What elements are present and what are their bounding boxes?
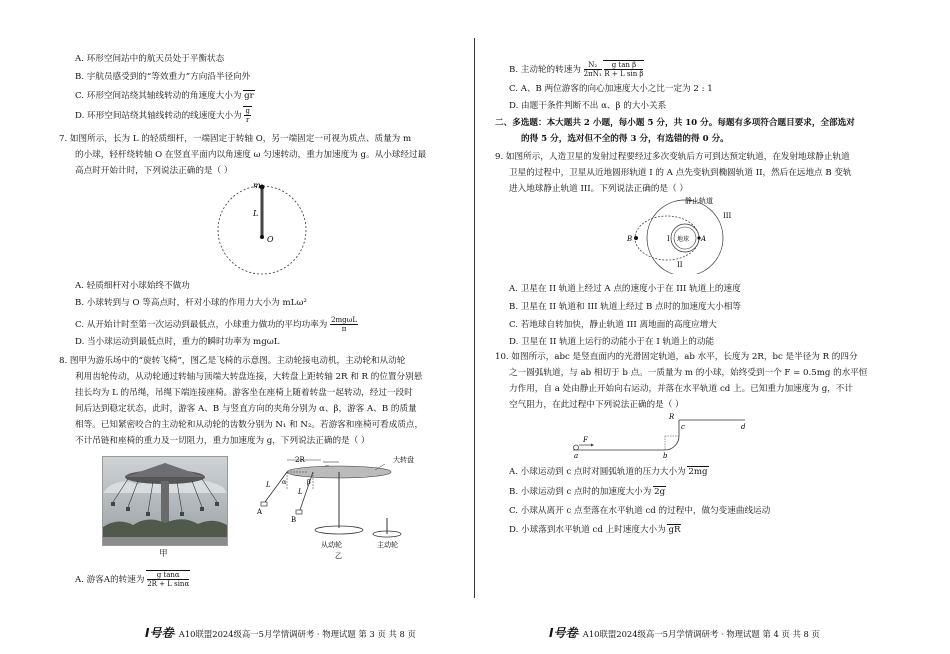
q10-option-d-text: D. 小球落到水平轨道 cd 上时速度大小为	[509, 525, 666, 535]
label-II: II	[677, 261, 683, 269]
sqrt-expression: 2g	[654, 487, 666, 497]
option-c-text: C. 环形空间站绕其轴线转动的角速度大小为	[75, 91, 242, 101]
question-7-stem: 的小球，轻杆绕转轴 O 在竖直平面内以角速度 ω 匀速转动，重力加速度为 g。从小球经过最	[75, 150, 427, 160]
question-10-stem: 空气阻力，在此过程中下列说法正确的是（ ）	[509, 400, 684, 410]
label-R: R	[669, 413, 675, 421]
sqrt-expression	[603, 60, 644, 78]
fraction-numerator: g tan β	[604, 61, 643, 70]
q8-option-b-text: B. 主动轮的转速为	[509, 65, 581, 75]
option-a-line: A. 环形空间站中的航天员处于平衡状态	[75, 54, 225, 64]
label-yi: 乙	[335, 552, 342, 560]
fraction-denominator: R + L sin β	[604, 70, 644, 78]
label-m: m	[253, 181, 261, 190]
figure-swing-schematic	[235, 450, 455, 560]
question-8-stem: 间后达到稳定状态，此时，游客 A、B 与竖直方向的夹角分别为 α、β，游客 A、B 的质量	[75, 404, 417, 414]
question-8-stem: 挂长均为 L 的吊绳，吊绳下端连接座椅。游客坐在座椅上随着转盘一起转动，经过一段时	[75, 388, 413, 398]
label-c: c	[681, 423, 685, 431]
brand-logo: I号卷	[145, 626, 174, 640]
label-A: A	[257, 508, 263, 516]
question-10-stem: 之一圆弧轨道，与 ab 相切于 b 点。一质量为 m 的小球，始终受到一个 F = 0.5mg 的水平恒	[509, 368, 868, 378]
seat-a	[261, 502, 267, 506]
fraction	[584, 61, 602, 78]
label-beta: β	[307, 478, 311, 486]
q8-option-c: C. A、B 两位游客的向心加速度大小之比一定为 2 : 1	[509, 84, 713, 94]
column-divider	[474, 38, 475, 598]
page-footer	[145, 624, 416, 641]
fraction-numerator: g tanα	[147, 571, 189, 580]
fraction-denominator: π	[341, 325, 347, 333]
q9-option-c: C. 若地球自转加快，静止轨道 III 离地面的高度应增大	[509, 320, 717, 330]
q8-option-d: D. 由题干条件判断不出 α、β 的大小关系	[509, 101, 667, 111]
label-L: L	[298, 488, 303, 496]
q10-option-b-text: B. 小球运动到 c 点时的加速度大小为	[509, 487, 652, 497]
fraction-numerator: g	[245, 107, 250, 115]
label-jia: 甲	[159, 549, 168, 559]
arrow-head	[591, 444, 594, 447]
label-O: O	[267, 235, 274, 244]
q9-option-a: A. 卫星在 II 轨道上经过 A 点的速度小于在 III 轨道上的速度	[509, 284, 741, 294]
q10-option-a-text: A. 小球运动到 c 点时对圆弧轨道的压力大小为	[509, 467, 686, 477]
section-2-header: 的得 5 分，选对但不全的得 3 分，有选错的得 0 分。	[521, 134, 729, 144]
label-a: a	[574, 452, 579, 460]
label-2R: 2R	[295, 456, 305, 464]
seat-b	[296, 510, 302, 514]
right-column	[495, 0, 905, 654]
label-I: I	[667, 235, 670, 243]
label-alpha: α	[282, 478, 287, 486]
q7-option-c	[75, 316, 358, 333]
option-b-line: B. 宇航员感受到的“等效重力”方向沿半径向外	[75, 72, 251, 82]
sqrt-expression	[146, 570, 190, 588]
option-d-line	[75, 106, 252, 124]
label-driven-wheel: 从动轮	[321, 541, 342, 549]
q7-option-b: B. 小球转到与 O 等高点时，杆对小球的作用力大小为 mLω²	[75, 298, 307, 308]
section-2-header: 二、多选题：本大题共 2 小题，每小题 5 分，共 10 分。每题有多项符合题目要求，全部选对	[495, 118, 855, 128]
q10-option-d	[509, 524, 681, 536]
q7-option-a: A. 轻质细杆对小球始终不做功	[75, 281, 190, 291]
question-9-stem: 卫星的过程中，卫星从近地圆形轨道 I 的 A 点先变轨到椭圆轨道 II，然后在远地点 B 变轨	[509, 168, 852, 178]
fraction-denominator: r	[246, 116, 250, 124]
question-7-stem: 高点时开始计时，下列说法正确的是（ ）	[75, 166, 233, 176]
question-8-stem: 相等。已知紧密咬合的主动轮和从动轮的齿数分别为 N₁ 和 N₂。若游客和座椅可看成质点，	[75, 420, 424, 430]
fraction-numerator: 2mgωL	[331, 316, 358, 324]
figure-track-abc	[565, 412, 765, 460]
label-B: B	[291, 516, 297, 524]
question-10-stem: 力作用，自 a 处由静止开始向右运动，并落在水平轨道 cd 上。已知重力加速度为 g，不计	[509, 384, 853, 394]
label-B: B	[627, 235, 633, 243]
fraction	[330, 316, 358, 333]
question-8-stem: 利用齿轮传动，从动轮通过转轴与顶端大转盘连接，大转盘上距转轴 2R 和 R 的位置分别悬	[75, 372, 423, 382]
point-B	[634, 236, 638, 240]
q10-option-b	[509, 486, 666, 498]
brand-logo: I号卷	[549, 626, 578, 640]
label-driver-wheel: 主动轮	[377, 541, 398, 549]
question-10-stem: 10. 如图所示，abc 是竖直面内的光滑固定轨道，ab 水平，长度为 2R，bc 是半径为 R 的四分	[495, 352, 858, 362]
label-b: b	[663, 452, 668, 460]
figure-rotating-rod	[217, 180, 347, 280]
question-9-stem: 9. 如图所示，人造卫星的发射过程要经过多次变轨后方可到达预定轨道，在发射地球静止轨道	[495, 152, 850, 162]
sqrt-expression: 2mg	[688, 467, 708, 477]
swing-ride-photo	[102, 456, 228, 546]
label-A: A	[701, 235, 707, 243]
question-7-stem: 7. 如图所示，长为 L 的轻质细杆，一端固定于转轴 O，另一端固定一可视为质点、质量为 m	[59, 134, 412, 144]
label-III: III	[723, 212, 732, 220]
q7-option-c-text: C. 从开始计时至第一次运动到最低点，小球重力做功的平均功率为	[75, 320, 328, 330]
q8-option-a	[75, 570, 190, 588]
q9-option-b: B. 卫星在 II 轨道和 III 轨道上经过 B 点时的加速度大小相等	[509, 302, 741, 312]
q7-option-d: D. 当小球运动到最低点时，重力的瞬时功率为 mgωL	[75, 337, 280, 347]
q8-option-b	[509, 60, 644, 78]
figure-satellite-orbits	[625, 196, 755, 274]
page-footer	[549, 624, 820, 641]
option-c-line	[75, 90, 255, 102]
q8-option-a-text: A. 游客A的转速为	[75, 575, 145, 585]
label-F: F	[583, 436, 588, 444]
label-geostationary-orbit: 静止轨道	[685, 197, 713, 205]
label-L: L	[253, 209, 259, 218]
label-L: L	[266, 481, 271, 489]
footer-text: · A10联盟2024级高一5月学情调研考 · 物理试题 第 4 页 共 8 页	[577, 629, 820, 639]
label-earth: 地球	[677, 236, 690, 243]
question-9-stem: 进入地球静止轨道 III。下列说法正确的是（ ）	[509, 184, 688, 194]
left-column	[55, 0, 455, 654]
q9-option-d: D. 卫星在 II 轨道上运行的动能小于在 I 轨道上的动能	[509, 337, 715, 347]
question-8-stem: 8. 图甲为游乐场中的“旋转飞椅”，图乙是飞椅的示意图。主动轮接电动机，主动轮和从动轮	[59, 356, 406, 366]
label-d: d	[741, 423, 746, 431]
question-8-stem: 不计吊链和座椅的重力及一切阻力，重力加速度为 g，下列说法正确的是（ ）	[75, 436, 370, 446]
sqrt-expression: gr	[244, 91, 254, 101]
track-bc	[665, 436, 679, 450]
footer-text: · A10联盟2024级高一5月学情调研考 · 物理试题 第 3 页 共 8 页	[173, 629, 416, 639]
axis-point	[260, 235, 264, 239]
ball	[574, 445, 579, 450]
label-turntable: 大转盘	[393, 456, 414, 464]
q10-option-a	[509, 466, 709, 478]
fraction-numerator: N₂	[584, 61, 602, 70]
fraction-denominator: 2πN₁	[583, 70, 602, 78]
option-d-text: D. 环形空间站绕其轴线转动的线速度大小为	[75, 111, 242, 121]
sqrt-expression	[243, 106, 251, 124]
fraction-denominator: 2R + L sinα	[147, 580, 190, 588]
sqrt-expression: gR	[668, 525, 681, 535]
q10-option-c: C. 小球从离开 c 点至落在水平轨道 cd 的过程中，做匀变速曲线运动	[509, 506, 771, 516]
